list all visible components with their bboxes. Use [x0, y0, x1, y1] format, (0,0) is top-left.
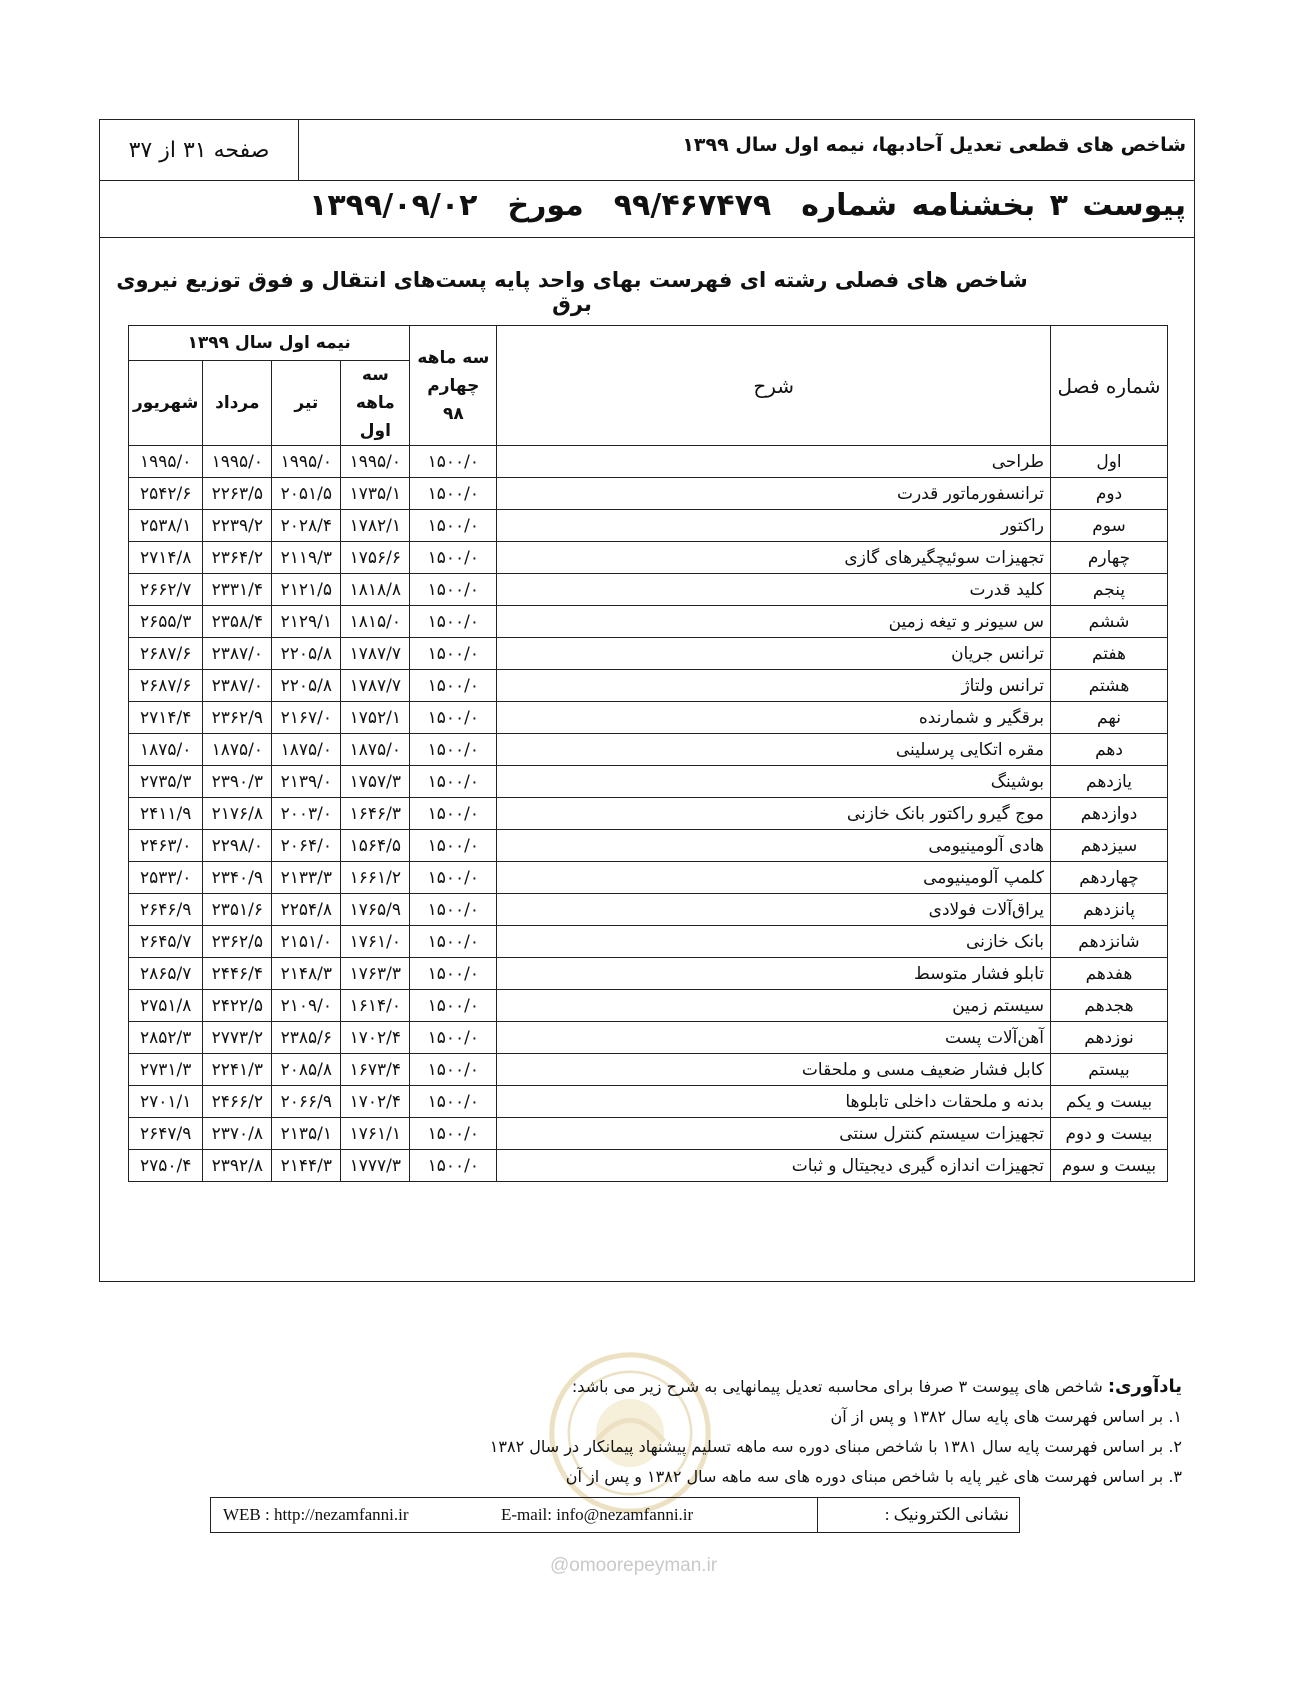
cell-prev-q4: ۱۵۰۰/۰ [410, 958, 497, 990]
cell-tir: ۲۱۰۹/۰ [272, 990, 341, 1022]
cell-shahrivar: ۲۸۵۲/۳ [129, 1022, 203, 1054]
cell-prev-q4: ۱۵۰۰/۰ [410, 670, 497, 702]
cell-description: کلید قدرت [497, 574, 1051, 606]
cell-prev-q4: ۱۵۰۰/۰ [410, 830, 497, 862]
cell-tir: ۲۱۳۹/۰ [272, 766, 341, 798]
cell-shahrivar: ۲۶۵۵/۳ [129, 606, 203, 638]
cell-prev-q4: ۱۵۰۰/۰ [410, 798, 497, 830]
cell-mordad: ۲۷۷۳/۲ [203, 1022, 272, 1054]
cell-tir: ۲۰۲۸/۴ [272, 510, 341, 542]
cell-q1: ۱۹۹۵/۰ [341, 446, 410, 478]
cell-mordad: ۲۲۶۳/۵ [203, 478, 272, 510]
index-table [128, 325, 1168, 1182]
cell-mordad: ۲۳۳۱/۴ [203, 574, 272, 606]
cell-shahrivar: ۲۶۶۲/۷ [129, 574, 203, 606]
cell-q1: ۱۸۱۵/۰ [341, 606, 410, 638]
cell-mordad: ۲۱۷۶/۸ [203, 798, 272, 830]
cell-tir: ۲۲۵۴/۸ [272, 894, 341, 926]
header-row [100, 120, 1194, 181]
cell-shahrivar: ۲۶۴۷/۹ [129, 1118, 203, 1150]
notes-label: یادآوری: [1107, 1376, 1182, 1397]
cell-mordad: ۲۳۸۷/۰ [203, 638, 272, 670]
col-header-desc: شرح [497, 326, 1051, 446]
table-row [129, 638, 1168, 670]
cell-shahrivar: ۲۵۴۲/۶ [129, 478, 203, 510]
cell-shahrivar: ۱۹۹۵/۰ [129, 446, 203, 478]
cell-mordad: ۲۳۹۲/۸ [203, 1150, 272, 1182]
cell-description: راکتور [497, 510, 1051, 542]
cell-chapter: دهم [1051, 734, 1168, 766]
cell-chapter: چهارم [1051, 542, 1168, 574]
cell-q1: ۱۷۸۷/۷ [341, 638, 410, 670]
table-row [129, 1086, 1168, 1118]
table-row [129, 862, 1168, 894]
cell-q1: ۱۷۵۷/۳ [341, 766, 410, 798]
cell-mordad: ۲۳۷۰/۸ [203, 1118, 272, 1150]
cell-tir: ۲۲۰۵/۸ [272, 638, 341, 670]
table-row [129, 542, 1168, 574]
cell-description: کابل فشار ضعیف مسی و ملحقات [497, 1054, 1051, 1086]
cell-prev-q4: ۱۵۰۰/۰ [410, 1086, 497, 1118]
cell-q1: ۱۸۱۸/۸ [341, 574, 410, 606]
cell-tir: ۲۱۴۸/۳ [272, 958, 341, 990]
cell-chapter: ششم [1051, 606, 1168, 638]
page-title: شاخص های قطعی تعدیل آحادبها، نیمه اول سال ۱۳۹۹ [682, 134, 1186, 156]
cell-description: بوشینگ [497, 766, 1051, 798]
cell-tir: ۲۰۸۵/۸ [272, 1054, 341, 1086]
cell-shahrivar: ۲۷۰۱/۱ [129, 1086, 203, 1118]
cell-chapter: هشتم [1051, 670, 1168, 702]
cell-mordad: ۲۳۶۲/۹ [203, 702, 272, 734]
cell-shahrivar: ۲۵۳۳/۰ [129, 862, 203, 894]
cell-description: کلمپ آلومینیومی [497, 862, 1051, 894]
cell-mordad: ۱۸۷۵/۰ [203, 734, 272, 766]
cell-description: ترانسفورماتور قدرت [497, 478, 1051, 510]
table-row [129, 510, 1168, 542]
notes-block [490, 1372, 1182, 1492]
cell-q1: ۱۷۰۲/۴ [341, 1022, 410, 1054]
cell-chapter: پانزدهم [1051, 894, 1168, 926]
cell-prev-q4: ۱۵۰۰/۰ [410, 766, 497, 798]
circular-date-label: مورخ [507, 188, 584, 223]
cell-mordad: ۲۴۲۲/۵ [203, 990, 272, 1022]
cell-q1: ۱۶۶۱/۲ [341, 862, 410, 894]
cell-tir: ۲۰۰۳/۰ [272, 798, 341, 830]
cell-mordad: ۲۳۵۸/۴ [203, 606, 272, 638]
contact-box [210, 1497, 1020, 1533]
cell-description: هادی آلومینیومی [497, 830, 1051, 862]
cell-tir: ۲۱۴۴/۳ [272, 1150, 341, 1182]
cell-chapter: دوازدهم [1051, 798, 1168, 830]
cell-prev-q4: ۱۵۰۰/۰ [410, 926, 497, 958]
cell-mordad: ۲۳۶۲/۵ [203, 926, 272, 958]
circular-row [100, 180, 1194, 238]
cell-prev-q4: ۱۵۰۰/۰ [410, 1022, 497, 1054]
cell-shahrivar: ۲۷۳۱/۳ [129, 1054, 203, 1086]
cell-shahrivar: ۲۶۴۵/۷ [129, 926, 203, 958]
col-header-shahrivar: شهریور [129, 361, 203, 446]
table-row [129, 926, 1168, 958]
cell-mordad: ۲۳۵۱/۶ [203, 894, 272, 926]
cell-description: آهن‌آلات پست [497, 1022, 1051, 1054]
page-frame [99, 119, 1195, 1282]
cell-chapter: اول [1051, 446, 1168, 478]
cell-tir: ۲۱۲۹/۱ [272, 606, 341, 638]
cell-prev-q4: ۱۵۰۰/۰ [410, 638, 497, 670]
cell-mordad: ۲۴۶۶/۲ [203, 1086, 272, 1118]
cell-shahrivar: ۲۷۵۱/۸ [129, 990, 203, 1022]
circular-number: ۹۹/۴۶۷۴۷۹ [613, 188, 772, 223]
cell-chapter: دوم [1051, 478, 1168, 510]
note-item: ۳. بر اساس فهرست های غیر پایه با شاخص مبنای دوره های سه ماهه سال ۱۳۸۲ و پس از آن [565, 1467, 1182, 1486]
table-body [129, 446, 1168, 1182]
cell-tir: ۲۳۸۵/۶ [272, 1022, 341, 1054]
cell-mordad: ۲۳۶۴/۲ [203, 542, 272, 574]
cell-tir: ۲۱۳۵/۱ [272, 1118, 341, 1150]
col-header-mordad: مرداد [203, 361, 272, 446]
cell-chapter: هفتم [1051, 638, 1168, 670]
cell-shahrivar: ۲۴۱۱/۹ [129, 798, 203, 830]
cell-q1: ۱۷۵۲/۱ [341, 702, 410, 734]
cell-description: موج گیرو راکتور بانک خازنی [497, 798, 1051, 830]
cell-prev-q4: ۱۵۰۰/۰ [410, 606, 497, 638]
notes-intro: شاخص های پیوست ۳ صرفا برای محاسبه تعدیل پیمانهایی به شرح زیر می باشد: [571, 1377, 1103, 1396]
cell-q1: ۱۷۶۳/۳ [341, 958, 410, 990]
table-row [129, 1054, 1168, 1086]
table-row [129, 670, 1168, 702]
cell-prev-q4: ۱۵۰۰/۰ [410, 574, 497, 606]
cell-prev-q4: ۱۵۰۰/۰ [410, 734, 497, 766]
cell-q1: ۱۷۸۲/۱ [341, 510, 410, 542]
cell-description: یراق‌آلات فولادی [497, 894, 1051, 926]
cell-chapter: بیست و یکم [1051, 1086, 1168, 1118]
cell-shahrivar: ۲۵۳۸/۱ [129, 510, 203, 542]
cell-chapter: هفدهم [1051, 958, 1168, 990]
cell-shahrivar: ۲۷۱۴/۸ [129, 542, 203, 574]
cell-prev-q4: ۱۵۰۰/۰ [410, 894, 497, 926]
cell-chapter: سیزدهم [1051, 830, 1168, 862]
cell-shahrivar: ۲۴۶۳/۰ [129, 830, 203, 862]
table-row [129, 1022, 1168, 1054]
cell-description: طراحی [497, 446, 1051, 478]
cell-tir: ۲۱۳۳/۳ [272, 862, 341, 894]
section-title: شاخص های فصلی رشته ای فهرست بهای واحد پایه پست‌های انتقال و فوق توزیع نیروی برق [116, 268, 1028, 316]
cell-description: سیستم زمین [497, 990, 1051, 1022]
col-header-q1: سه ماهه اول [341, 361, 410, 446]
cell-prev-q4: ۱۵۰۰/۰ [410, 702, 497, 734]
table-row [129, 894, 1168, 926]
cell-tir: ۲۱۶۷/۰ [272, 702, 341, 734]
cell-tir: ۱۸۷۵/۰ [272, 734, 341, 766]
table-row [129, 1118, 1168, 1150]
cell-description: مقره اتکایی پرسلینی [497, 734, 1051, 766]
col-header-no: شماره فصل [1051, 326, 1168, 446]
table-row [129, 702, 1168, 734]
table-row [129, 766, 1168, 798]
table-row [129, 574, 1168, 606]
cell-q1: ۱۷۶۵/۹ [341, 894, 410, 926]
cell-shahrivar: ۲۸۶۵/۷ [129, 958, 203, 990]
cell-tir: ۱۹۹۵/۰ [272, 446, 341, 478]
cell-description: تجهیزات اندازه گیری دیجیتال و ثبات [497, 1150, 1051, 1182]
cell-mordad: ۱۹۹۵/۰ [203, 446, 272, 478]
cell-shahrivar: ۱۸۷۵/۰ [129, 734, 203, 766]
col-header-tir: تیر [272, 361, 341, 446]
cell-description: بدنه و ملحقات داخلی تابلوها [497, 1086, 1051, 1118]
cell-chapter: یازدهم [1051, 766, 1168, 798]
cell-shahrivar: ۲۶۴۶/۹ [129, 894, 203, 926]
table-row [129, 798, 1168, 830]
table-row [129, 446, 1168, 478]
cell-mordad: ۲۴۴۶/۴ [203, 958, 272, 990]
table-row [129, 606, 1168, 638]
circular-label: پیوست ۳ بخشنامه شماره [801, 188, 1186, 223]
cell-tir: ۲۰۶۴/۰ [272, 830, 341, 862]
cell-description: س سیونر و تیغه زمین [497, 606, 1051, 638]
table-row [129, 1150, 1168, 1182]
table-row [129, 990, 1168, 1022]
cell-mordad: ۲۲۴۱/۳ [203, 1054, 272, 1086]
cell-q1: ۱۶۷۳/۴ [341, 1054, 410, 1086]
cell-q1: ۱۷۳۵/۱ [341, 478, 410, 510]
table-row [129, 734, 1168, 766]
cell-description: تجهیزات سوئیچگیرهای گازی [497, 542, 1051, 574]
circular-date: ۱۳۹۹/۰۹/۰۲ [309, 188, 478, 223]
cell-description: ترانس ولتاژ [497, 670, 1051, 702]
col-header-group: نیمه اول سال ۱۳۹۹ [129, 326, 410, 361]
cell-chapter: بیست و دوم [1051, 1118, 1168, 1150]
cell-prev-q4: ۱۵۰۰/۰ [410, 1150, 497, 1182]
cell-description: تجهیزات سیستم کنترل سنتی [497, 1118, 1051, 1150]
cell-q1: ۱۶۱۴/۰ [341, 990, 410, 1022]
cell-shahrivar: ۲۶۸۷/۶ [129, 670, 203, 702]
cell-q1: ۱۵۶۴/۵ [341, 830, 410, 862]
note-item: ۲. بر اساس فهرست پایه سال ۱۳۸۱ با شاخص مبنای دوره سه ماهه تسلیم پیشنهاد پیمانکار در سال ۱۳۸۲ [489, 1437, 1182, 1456]
cell-q1: ۱۷۵۶/۶ [341, 542, 410, 574]
cell-prev-q4: ۱۵۰۰/۰ [410, 862, 497, 894]
cell-shahrivar: ۲۷۵۰/۴ [129, 1150, 203, 1182]
cell-chapter: نهم [1051, 702, 1168, 734]
col-header-prev: سه ماهه چهارم ۹۸ [410, 326, 497, 446]
cell-description: تابلو فشار متوسط [497, 958, 1051, 990]
cell-q1: ۱۷۶۱/۱ [341, 1118, 410, 1150]
cell-chapter: شانزدهم [1051, 926, 1168, 958]
cell-tir: ۲۰۵۱/۵ [272, 478, 341, 510]
note-item: ۱. بر اساس فهرست های پایه سال ۱۳۸۲ و پس از آن [830, 1407, 1182, 1426]
cell-mordad: ۲۲۹۸/۰ [203, 830, 272, 862]
cell-shahrivar: ۲۷۱۴/۴ [129, 702, 203, 734]
cell-tir: ۲۱۱۹/۳ [272, 542, 341, 574]
cell-chapter: بیست و سوم [1051, 1150, 1168, 1182]
cell-chapter: چهاردهم [1051, 862, 1168, 894]
cell-tir: ۲۱۵۱/۰ [272, 926, 341, 958]
cell-q1: ۱۸۷۵/۰ [341, 734, 410, 766]
page-number: صفحه ۳۱ از ۳۷ [100, 120, 299, 180]
cell-prev-q4: ۱۵۰۰/۰ [410, 446, 497, 478]
cell-chapter: نوزدهم [1051, 1022, 1168, 1054]
cell-shahrivar: ۲۷۳۵/۳ [129, 766, 203, 798]
cell-mordad: ۲۲۳۹/۲ [203, 510, 272, 542]
cell-shahrivar: ۲۶۸۷/۶ [129, 638, 203, 670]
watermark-text: @omoorepeyman.ir [550, 1555, 718, 1576]
cell-prev-q4: ۱۵۰۰/۰ [410, 542, 497, 574]
cell-chapter: هجدهم [1051, 990, 1168, 1022]
cell-tir: ۲۲۰۵/۸ [272, 670, 341, 702]
cell-q1: ۱۷۰۲/۴ [341, 1086, 410, 1118]
cell-prev-q4: ۱۵۰۰/۰ [410, 1054, 497, 1086]
cell-description: برقگیر و شمارنده [497, 702, 1051, 734]
cell-description: ترانس جریان [497, 638, 1051, 670]
contact-email[interactable]: E-mail: info@nezamfanni.ir [501, 1505, 694, 1524]
cell-tir: ۲۱۲۱/۵ [272, 574, 341, 606]
contact-label: نشانی الکترونیک : [817, 1498, 1019, 1532]
circular-heading [279, 188, 1186, 223]
cell-mordad: ۲۳۹۰/۳ [203, 766, 272, 798]
cell-prev-q4: ۱۵۰۰/۰ [410, 990, 497, 1022]
contact-web[interactable]: WEB : http://nezamfanni.ir [223, 1505, 409, 1524]
cell-q1: ۱۷۷۷/۳ [341, 1150, 410, 1182]
table-row [129, 830, 1168, 862]
table-row [129, 478, 1168, 510]
cell-mordad: ۲۳۸۷/۰ [203, 670, 272, 702]
cell-chapter: بیستم [1051, 1054, 1168, 1086]
cell-q1: ۱۶۴۶/۳ [341, 798, 410, 830]
cell-q1: ۱۷۸۷/۷ [341, 670, 410, 702]
cell-description: بانک خازنی [497, 926, 1051, 958]
cell-chapter: سوم [1051, 510, 1168, 542]
cell-chapter: پنجم [1051, 574, 1168, 606]
cell-prev-q4: ۱۵۰۰/۰ [410, 478, 497, 510]
cell-q1: ۱۷۶۱/۰ [341, 926, 410, 958]
cell-tir: ۲۰۶۶/۹ [272, 1086, 341, 1118]
cell-mordad: ۲۳۴۰/۹ [203, 862, 272, 894]
cell-prev-q4: ۱۵۰۰/۰ [410, 1118, 497, 1150]
cell-prev-q4: ۱۵۰۰/۰ [410, 510, 497, 542]
table-row [129, 958, 1168, 990]
